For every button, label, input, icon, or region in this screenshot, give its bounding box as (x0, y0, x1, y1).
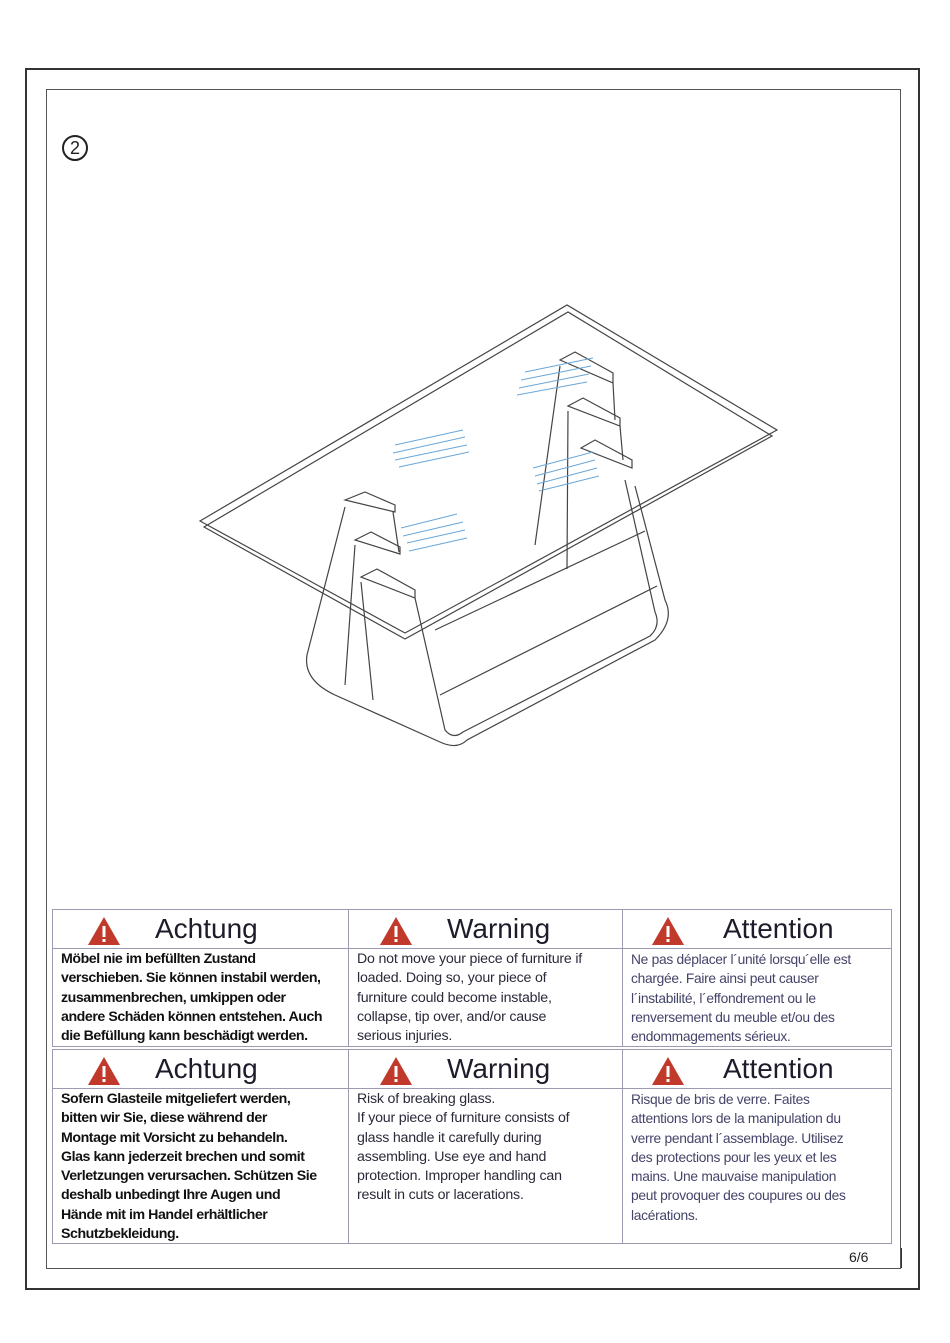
text-line: glass handle it carefully during (357, 1129, 542, 1146)
text-line: andere Schäden können entstehen. Auch (61, 1008, 323, 1025)
achtung-column (53, 1050, 348, 1243)
achtung-column (53, 910, 348, 1046)
text-line: Möbel nie im befüllten Zustand (61, 951, 256, 967)
warning-block-glass (52, 1049, 892, 1244)
warning-title: Warning (447, 913, 551, 944)
warning-header (349, 1050, 622, 1089)
achtung-title: Achtung (155, 1053, 258, 1084)
page-number-divider (901, 1248, 902, 1268)
text-line: Risk of breaking glass. (357, 1091, 496, 1107)
text-line: Verletzungen verursachen. Schützen Sie (61, 1168, 317, 1185)
text-line: Hände mit im Handel erhältlicher (61, 1206, 268, 1223)
achtung-text (53, 1089, 348, 1244)
text-line: loaded. Doing so, your piece of (357, 970, 547, 987)
warning-triangle-icon (379, 916, 413, 946)
attention-header (623, 1050, 891, 1089)
text-line: protection. Improper handling can (357, 1168, 562, 1185)
glass-table-illustration (195, 300, 785, 760)
text-line: result in cuts or lacerations. (357, 1187, 524, 1204)
front-sled-leg (345, 492, 395, 512)
warning-triangle-icon (87, 1056, 121, 1086)
attention-text (623, 1089, 891, 1225)
text-line: collapse, tip over, and/or cause (357, 1008, 547, 1025)
text-line: die Befüllung kann beschädigt werden. (61, 1028, 308, 1045)
attention-title: Attention (723, 1053, 834, 1084)
text-line: Glas kann jederzeit brechen und somit (61, 1148, 305, 1165)
warning-column (348, 910, 622, 1046)
attention-header (623, 910, 891, 949)
text-line: renversement du meuble et/ou des (631, 1009, 835, 1025)
text-line: deshalb unbedingt Ihre Augen und (61, 1187, 281, 1204)
attention-column (622, 1050, 891, 1243)
text-line: Risque de bris de verre. Faites (631, 1092, 810, 1107)
text-line: attentions lors de la manipulation du (631, 1111, 841, 1127)
text-line: serious injuries. (357, 1028, 453, 1045)
achtung-header (53, 1050, 348, 1089)
text-line: mains. Une mauvaise manipulation (631, 1169, 837, 1185)
warning-triangle-icon (379, 1056, 413, 1086)
text-line: endommagements sérieux. (631, 1029, 791, 1045)
step-number-badge: 2 (62, 135, 88, 161)
text-line: Montage mit Vorsicht zu behandeln. (61, 1129, 288, 1146)
text-line: chargée. Faire ainsi peut causer (631, 971, 819, 987)
achtung-header (53, 910, 348, 949)
text-line: Do not move your piece of furniture if (357, 951, 583, 967)
text-line: lacérations. (631, 1207, 698, 1223)
warning-text (349, 949, 622, 1046)
text-line: assembling. Use eye and hand (357, 1148, 547, 1165)
text-line: verre pendant l´assemblage. Utilisez (631, 1130, 844, 1146)
text-line: Schutzbekleidung. (61, 1226, 179, 1243)
text-line: If your piece of furniture consists of (357, 1110, 570, 1127)
text-line: peut provoquer des coupures ou des (631, 1188, 846, 1204)
attention-text (623, 949, 891, 1046)
warning-column (348, 1050, 622, 1243)
text-line: bitten wir Sie, diese während der (61, 1110, 267, 1127)
page-number: 6/6 (849, 1249, 869, 1265)
text-line: Ne pas déplacer l´unité lorsqu´elle est (631, 952, 851, 967)
warning-triangle-icon (87, 916, 121, 946)
attention-title: Attention (723, 913, 834, 944)
warning-header (349, 910, 622, 949)
text-line: des protections pour les yeux et les (631, 1149, 837, 1165)
glass-tabletop (200, 305, 777, 633)
warning-block-moving (52, 909, 892, 1047)
warning-triangle-icon (651, 1056, 685, 1086)
achtung-text (53, 949, 348, 1046)
text-line: furniture could become instable, (357, 989, 552, 1006)
achtung-title: Achtung (155, 913, 258, 944)
text-line: Sofern Glasteile mitgeliefert werden, (61, 1091, 291, 1107)
warning-title: Warning (447, 1053, 551, 1084)
text-line: zusammenbrechen, umkippen oder (61, 989, 286, 1006)
warning-text (349, 1089, 622, 1206)
attention-column (622, 910, 891, 1046)
warning-triangle-icon (651, 916, 685, 946)
text-line: verschieben. Sie können instabil werden, (61, 970, 321, 987)
text-line: l´instabilité, l´effondrement ou le (631, 990, 816, 1006)
